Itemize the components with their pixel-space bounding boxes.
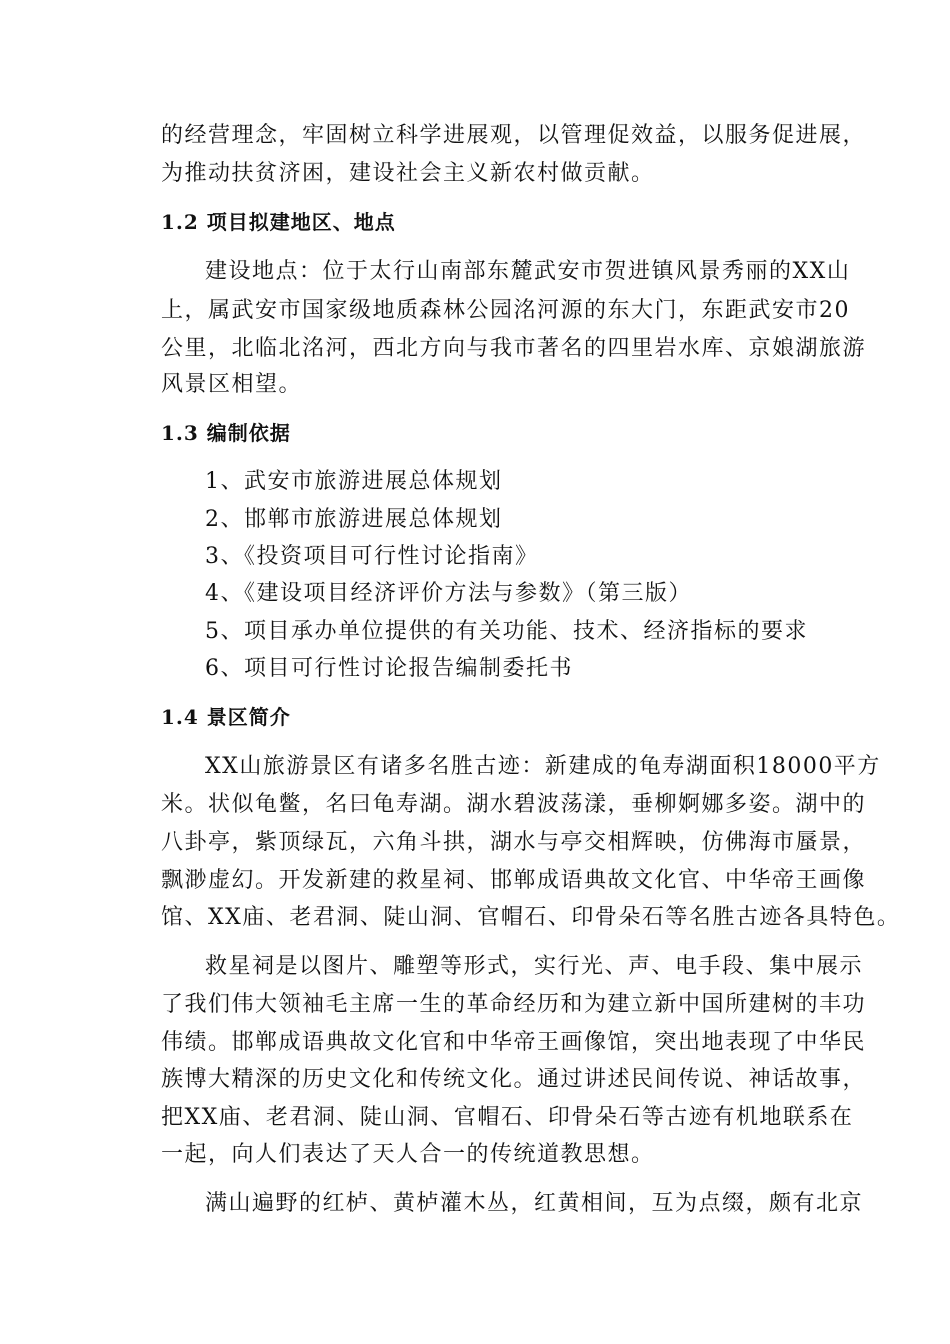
intro-line-2: 为推动扶贫济困，建设社会主义新农村做贡献。 [161,161,655,186]
list-item: 1、武安市旅游进展总体规划 [205,469,503,494]
list-item: 4、《建设项目经济评价方法与参数》（第三版） [205,581,692,606]
paragraph-line: 公里，北临北洺河，西北方向与我市著名的四里岩水库、京娘湖旅游 [161,336,867,361]
paragraph-line: 飘渺虚幻。开发新建的救星祠、邯郸成语典故文化官、中华帝王画像 [161,868,867,893]
paragraph-line: XX山旅游景区有诸多名胜古迹：新建成的龟寿湖面积18000平方 [205,754,881,779]
paragraph-line: 八卦亭，紫顶绿瓦，六角斗拱，湖水与亭交相辉映，仿佛海市蜃景， [161,830,867,855]
paragraph-line: 族博大精深的历史文化和传统文化。通过讲述民间传说、神话故事， [161,1067,867,1092]
paragraph-line: 救星祠是以图片、雕塑等形式，实行光、声、电手段、集中展示 [205,954,864,979]
section-heading-1-2: 1.2 项目拟建地区、地点 [161,210,396,234]
list-item: 2、邯郸市旅游进展总体规划 [205,507,503,532]
list-item: 5、项目承办单位提供的有关功能、技术、经济指标的要求 [205,619,808,644]
paragraph-line: 了我们伟大领袖毛主席一生的革命经历和为建立新中国所建树的丰功 [161,992,867,1017]
paragraph-line: 风景区相望。 [161,372,303,397]
paragraph-line: 把XX庙、老君洞、陡山洞、官帽石、印骨朵石等古迹有机地联系在 [161,1105,854,1130]
paragraph-line: 馆、XX庙、老君洞、陡山洞、官帽石、印骨朵石等名胜古迹各具特色。 [161,905,901,930]
paragraph-line: 满山遍野的红栌、黄栌灌木丛，红黄相间，互为点缀，颇有北京 [205,1191,864,1216]
intro-line-1: 的经营理念，牢固树立科学进展观，以管理促效益，以服务促进展， [161,123,867,148]
paragraph-line: 建设地点：位于太行山南部东麓武安市贺进镇风景秀丽的XX山 [205,259,851,284]
section-heading-1-4: 1.4 景区简介 [161,705,291,729]
paragraph-line: 一起，向人们表达了天人合一的传统道教思想。 [161,1142,655,1167]
list-item: 6、项目可行性讨论报告编制委托书 [205,656,573,681]
paragraph-line: 米。状似龟鳖，名曰龟寿湖。湖水碧波荡漾，垂柳婀娜多姿。湖中的 [161,792,867,817]
list-item: 3、《投资项目可行性讨论指南》 [205,544,539,569]
section-heading-1-3: 1.3 编制依据 [161,421,291,445]
paragraph-line: 伟绩。邯郸成语典故文化官和中华帝王画像馆，突出地表现了中华民 [161,1030,867,1055]
paragraph-line: 上，属武安市国家级地质森林公园洺河源的东大门，东距武安市20 [161,298,850,323]
